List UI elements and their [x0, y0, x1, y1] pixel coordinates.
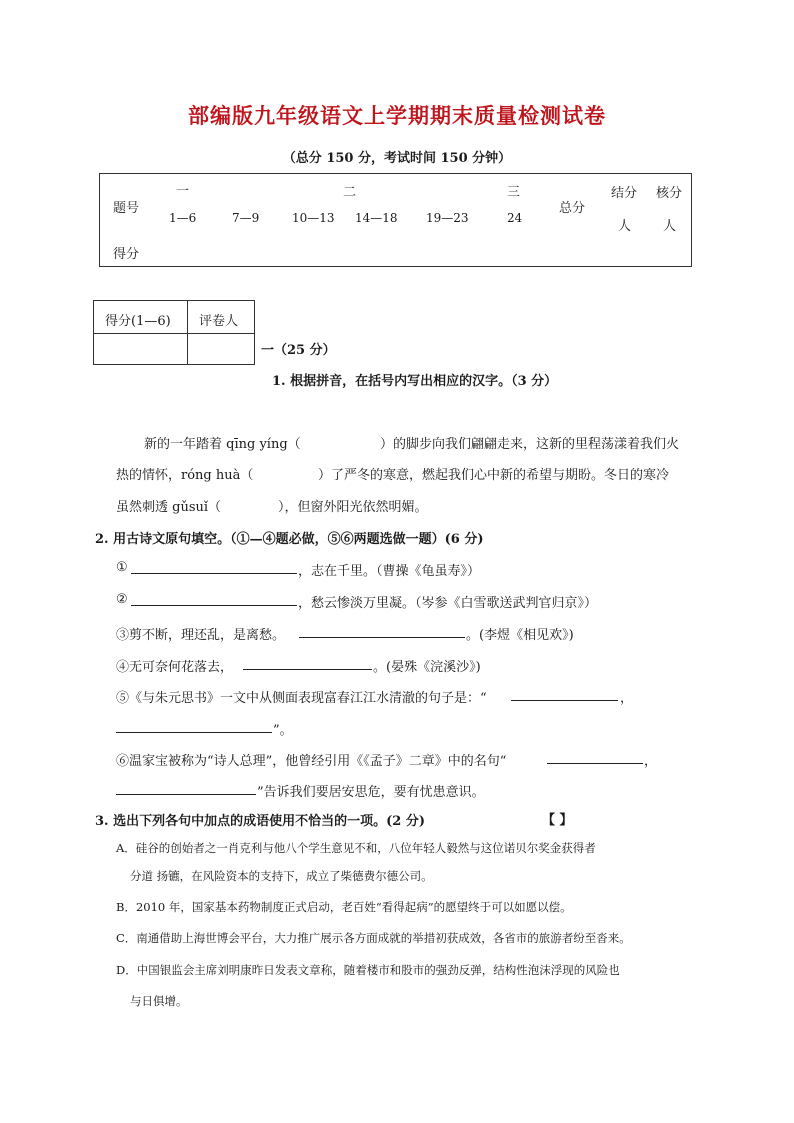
q2-item1-text: ，志在千里。（曹操《龟虽寿》）	[298, 564, 481, 579]
score-table-section-1: 一	[176, 184, 190, 199]
q1-line1-end: ）的脚步向我们翩翩走来，这新的里程荡漾着我们火	[380, 437, 680, 452]
score-table-range: 24	[507, 211, 523, 225]
q1-answer-field-1[interactable]	[308, 430, 378, 450]
q3-option-d-line2: 与日俱增。	[130, 994, 188, 1008]
q2-item1-blank[interactable]	[131, 561, 297, 574]
score-table-jiefen: 结分	[611, 186, 638, 201]
q1-line2-start: 热的情怀，róng huà（	[116, 468, 254, 483]
score-table-range: 1—6	[169, 211, 197, 225]
q1-answer-field-2[interactable]	[258, 461, 316, 481]
q2-item2-blank[interactable]	[131, 593, 297, 606]
q3-title: 3. 选出下列各句中加点的成语使用不恰当的一项。(2 分)	[95, 814, 425, 829]
q3-option-b: B．2010 年，国家基本药物制度正式启动，老百姓“看得起病”的愿望终于可以如愿以偿。	[116, 900, 572, 914]
score-table-tihao: 题号	[113, 201, 140, 216]
grader-score-label: 得分(1—6)	[105, 314, 171, 329]
q2-item3-source: 。(李煜《相见欢》)	[466, 628, 574, 643]
grader-score-cell[interactable]	[95, 334, 185, 363]
q2-item1-num: ①	[116, 560, 128, 575]
q1-line3-start: 虽然刺透 gǔsuǐ（	[116, 500, 222, 515]
q2-item2-num: ②	[116, 592, 128, 607]
q2-item5-text: ⑤《与朱元思书》一文中从侧面表现富春江江水清澈的句子是：“	[116, 691, 487, 706]
score-table-range: 7—9	[232, 211, 260, 225]
score-table-range: 19—23	[426, 211, 469, 225]
q3-option-a-line1: A．硅谷的创始者之一肖克利与他八个学生意见不和，八位年轻人毅然与这位诺贝尔奖金获得者	[116, 841, 596, 855]
q2-item6-text: ⑥温家宝被称为“诗人总理”，他曾经引用《《孟子》二章》中的名句“	[116, 754, 507, 769]
q2-item6-blank-2[interactable]	[116, 782, 256, 795]
q3-option-c: C．南通借助上海世博会平台，大力推广展示各方面成就的举措初获成效，各省市的旅游者纷至沓来。	[116, 931, 631, 945]
q2-item6-blank-1[interactable]	[547, 751, 643, 764]
grader-name-cell[interactable]	[189, 334, 253, 363]
q2-item5-end: ”。	[273, 723, 293, 738]
q2-item6-end: ”告诉我们要居安思危，要有忧患意识。	[257, 785, 485, 800]
exam-subtitle: （总分 150 分，考试时间 150 分钟）	[282, 151, 512, 166]
score-table-zongfen: 总分	[559, 201, 586, 216]
q2-item4-blank[interactable]	[243, 657, 372, 670]
q2-item4-source: 。(晏殊《浣溪沙》)	[373, 660, 481, 675]
q1-answer-field-3[interactable]	[226, 493, 276, 513]
exam-title: 部编版九年级语文上学期期末质量检测试卷	[188, 103, 606, 128]
q3-answer-bracket[interactable]: 【 】	[542, 813, 573, 828]
q3-option-a-line2: 分道 扬镳，在风险资本的支持下，成立了柴德费尔德公司。	[130, 869, 433, 883]
score-table-hefen-ren: 人	[663, 219, 677, 234]
q2-title: 2. 用古诗文原句填空。（①—④题必做，⑤⑥两题选做一题）(6 分)	[95, 532, 484, 547]
section-one-heading: 一（25 分）	[261, 343, 336, 358]
q2-item6-comma: ，	[644, 754, 658, 769]
score-table-range: 14—18	[355, 211, 398, 225]
q2-item4-text: ④无可奈何花落去，	[116, 660, 234, 675]
score-table-hefen: 核分	[656, 186, 683, 201]
score-table-section-3: 三	[507, 185, 521, 200]
q2-item2-text: ，愁云惨淡万里凝。（岑参《白雪歌送武判官归京》）	[298, 596, 598, 611]
q1-line3-end: ），但窗外阳光依然明媚。	[278, 500, 428, 515]
grader-label: 评卷人	[199, 314, 239, 329]
score-table-range: 10—13	[292, 211, 335, 225]
q1-line1-start: 新的一年踏着 qīng yíng（	[144, 437, 301, 452]
q1-title: 1. 根据拼音，在括号内写出相应的汉字。（3 分）	[272, 374, 558, 389]
score-table-defen: 得分	[113, 247, 140, 262]
score-table-section-2: 二	[343, 185, 357, 200]
q2-item5-blank-2[interactable]	[116, 720, 272, 733]
q2-item3-blank[interactable]	[299, 625, 465, 638]
q3-option-d-line1: D．中国银监会主席刘明康昨日发表文章称，随着楼市和股市的强劲反弹，结构性泡沫浮现的风险也	[116, 963, 620, 977]
score-table-jiefen-ren: 人	[618, 219, 632, 234]
q1-line2-end: ）了严冬的寒意，燃起我们心中新的希望与期盼。冬日的寒冷	[318, 468, 670, 483]
q2-item5-comma: ，	[620, 691, 634, 706]
q2-item5-blank-1[interactable]	[511, 688, 618, 701]
q2-item3-text: ③剪不断，理还乱，是离愁。	[116, 628, 286, 643]
